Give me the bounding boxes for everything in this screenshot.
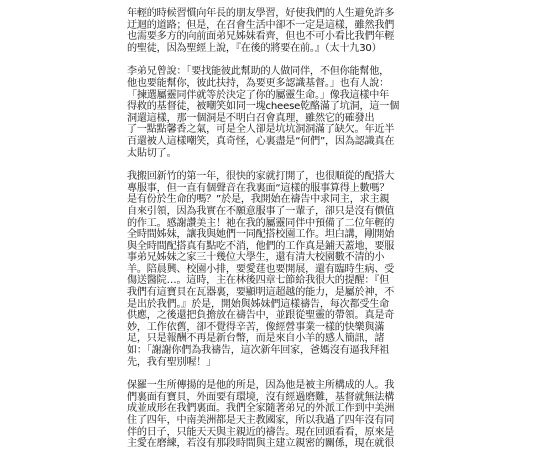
paragraph-4: 保羅一生所傳揚的是他的所是，因為他是被主所構成的人。我 們裏面有寶貝，外面要有環境，沒有經過磨難，基督就無法構 成並成形在我們裏面。我們全家隨著弟兄的外派工作到中美洲 住了四年，中南美洲都是天主教國家，所以我過了四年沒有同 伴的日子，只能天天與主親近的禱告。現在回頭看看，原來是 主愛在磨練，若沒有那段時間與主建立親密的關係，現在就很 [127, 380, 395, 450]
document-body [127, 8, 413, 462]
paragraph-3: 我搬回新竹的第一年，很快的家就打開了，也很順從的配搭大 專服事，但一直有個聲音在我裏面“這樣的服事算得上數嗎？ 是有份於生命的嗎？”於是，我開始在禱告中求同主，求主親 自來引領，因為我實在不願意服事了一輩子，卻只是沒有價值 的作工。感謝讚美主！祂在我的屬靈同伴中預備了二位年輕的 全時間姊妹，讓我與她們一同配搭校園工作。坦白講，剛開始 與全時間配搭真有點吃不消，他們的工作真是鋪天蓋地，要服 事弟兄姊妹之家三十幾位大學生，還有清大校園數不清的小 羊。陪晨興、校園小排，要愛莛也要開展，還有臨時生病、受 傷送醫院…。這時，主在林後四章七節給我很大的提醒：『但 我們有這寶貝在瓦器裏，要顯明這超越的能力，是屬於神，不 是出於我們。』於是，開始與姊妹們這樣禱告，每次都受生命 供應，之後還把負擔放在禱告中，並跟從聖靈的帶領。真是奇 妙，工作依舊，卻不覺得辛苦，像經營事業一樣的快樂與滿 足，只是報酬不再是新台幣，而是來自小羊的感人簡訊，諸 如：「謝謝你們為我禱告，這次新年回家，爸媽沒有逼我拜祖 先，我有聖別喔！」 [127, 171, 395, 368]
paragraph-1: 年輕的時候習慣向年長的朋友學習，好使我們的人生避免許多 迂迴的道路；但是，在召會生活中卻不一定是這樣，雖然我們 也需要多方的向前面弟兄姊妹看齊，但也不可小看比我們年輕 的聖徒，因為聖經上說，『在後的將要在前。』（太十九30） [127, 8, 395, 54]
paragraph-2: 李弟兄曾說：「要找能彼此幫助的人做同伴，不但你能幫他， 他也要能幫你，彼此扶持，為要更多認識基督。」也有人說： 「揀選屬靈同伴就等於決定了你的屬靈生命。」像我這樣中年 得救的基督徒，被嘲笑如同一塊cheese乾酪滿了坑洞，這一個 洞還這樣，那一個洞是不明白召會真理，雖然它的確發出 了一點點馨香之氣，可是全人卻是坑坑洞洞滿了缺欠。年近半 百還被人這樣嘲笑，真奇怪，心裏盡是“何們”，因為認識真在 太貼切了。 [127, 66, 400, 159]
